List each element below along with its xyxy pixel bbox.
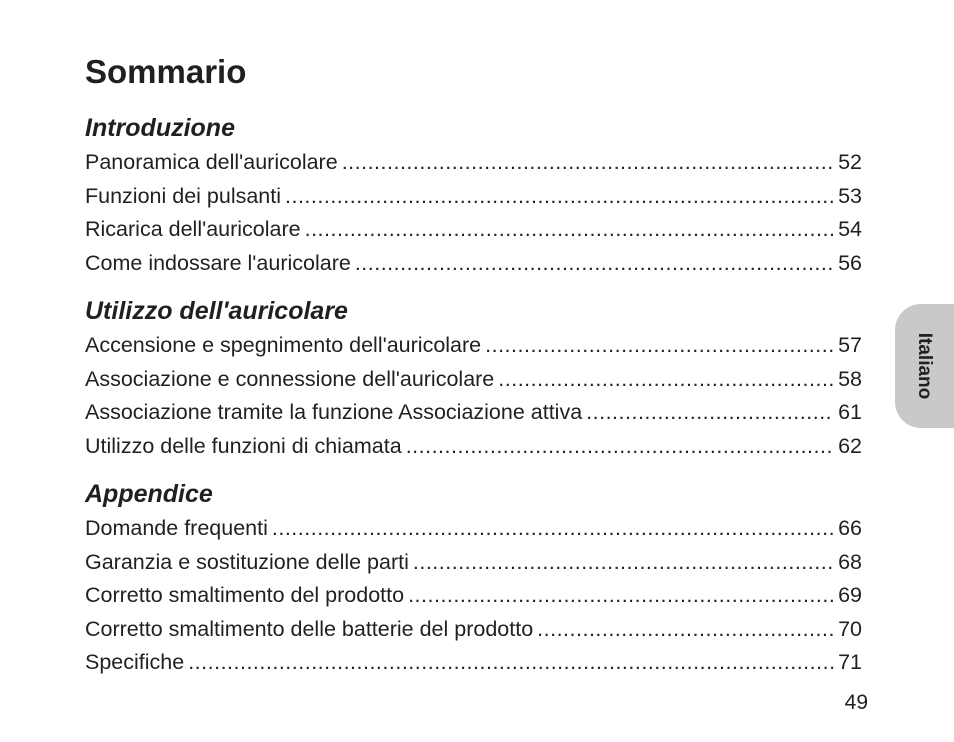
- toc-entry-page: 70: [838, 616, 862, 641]
- toc-entry[interactable]: [85, 646, 862, 680]
- section-heading: Appendice: [85, 480, 213, 508]
- toc-entry[interactable]: [85, 579, 862, 613]
- toc-section-introduzione: [85, 113, 862, 280]
- toc-entry-title: Ricarica dell'auricolare: [85, 217, 301, 241]
- toc-entry-page: 71: [838, 650, 862, 674]
- dot-leader: [272, 512, 834, 546]
- toc-entry-page: 61: [838, 400, 862, 424]
- dot-leader: [406, 430, 834, 464]
- toc-entry-title: Corretto smaltimento delle batterie del prodotto: [85, 616, 534, 641]
- language-tab-label: Italiano: [914, 332, 935, 400]
- toc-entry[interactable]: [85, 512, 862, 546]
- toc-entry-title: Utilizzo delle funzioni di chiamata: [85, 433, 402, 458]
- toc-entry-title: Panoramica dell'auricolare: [85, 150, 338, 174]
- page-number: 49: [844, 691, 868, 714]
- toc-section-utilizzo: [85, 296, 862, 463]
- toc-entry-title: Come indossare l'auricolare: [85, 250, 351, 275]
- toc-entry[interactable]: [85, 247, 862, 281]
- toc-entry-title: Funzioni dei pulsanti: [85, 183, 282, 208]
- toc-entry-page: 57: [838, 333, 862, 357]
- toc-entry-page: 66: [838, 516, 862, 540]
- toc-entry-title: Associazione tramite la funzione Associazione attiva: [85, 400, 583, 424]
- toc-entry-page: 52: [838, 150, 862, 174]
- dot-leader: [537, 613, 834, 647]
- section-heading: Utilizzo dell'auricolare: [85, 297, 348, 325]
- toc-entry-page: 54: [838, 217, 862, 241]
- dot-leader: [498, 363, 834, 397]
- toc-entry-page: 56: [838, 250, 862, 275]
- dot-leader: [188, 646, 834, 680]
- toc-entry[interactable]: [85, 180, 862, 214]
- dot-leader: [285, 180, 834, 214]
- dot-leader: [342, 146, 834, 180]
- toc-entry-title: Associazione e connessione dell'auricolare: [85, 366, 495, 391]
- toc-section-appendice: [85, 479, 862, 680]
- dot-leader: [413, 546, 834, 580]
- toc-entry[interactable]: [85, 396, 862, 430]
- toc-entry-page: 53: [838, 183, 862, 208]
- toc-entry-page: 58: [838, 366, 862, 391]
- toc-entry-title: Accensione e spegnimento dell'auricolare: [85, 333, 482, 357]
- toc-list: [85, 329, 862, 463]
- dot-leader: [586, 396, 834, 430]
- toc-list: [85, 512, 862, 680]
- dot-leader: [305, 213, 834, 247]
- toc-entry-page: 68: [838, 549, 862, 574]
- toc-entry[interactable]: [85, 546, 862, 580]
- toc-entry[interactable]: [85, 329, 862, 363]
- dot-leader: [485, 329, 834, 363]
- dot-leader: [408, 579, 834, 613]
- toc-entry[interactable]: [85, 213, 862, 247]
- toc-entry-title: Garanzia e sostituzione delle parti: [85, 549, 409, 574]
- toc-entry[interactable]: [85, 613, 862, 647]
- section-heading: Introduzione: [85, 114, 235, 142]
- toc-entry-page: 62: [838, 433, 862, 458]
- dot-leader: [355, 247, 834, 281]
- page-title: Sommario: [85, 53, 247, 90]
- toc-entry[interactable]: [85, 363, 862, 397]
- toc-entry-title: Corretto smaltimento del prodotto: [85, 583, 405, 607]
- toc-entry-title: Specifiche: [85, 650, 185, 674]
- toc-entry-page: 69: [838, 583, 862, 607]
- toc-entry[interactable]: [85, 430, 862, 464]
- language-tab: [895, 304, 954, 428]
- toc-list: [85, 146, 862, 280]
- toc-entry[interactable]: [85, 146, 862, 180]
- toc-entry-title: Domande frequenti: [85, 516, 268, 540]
